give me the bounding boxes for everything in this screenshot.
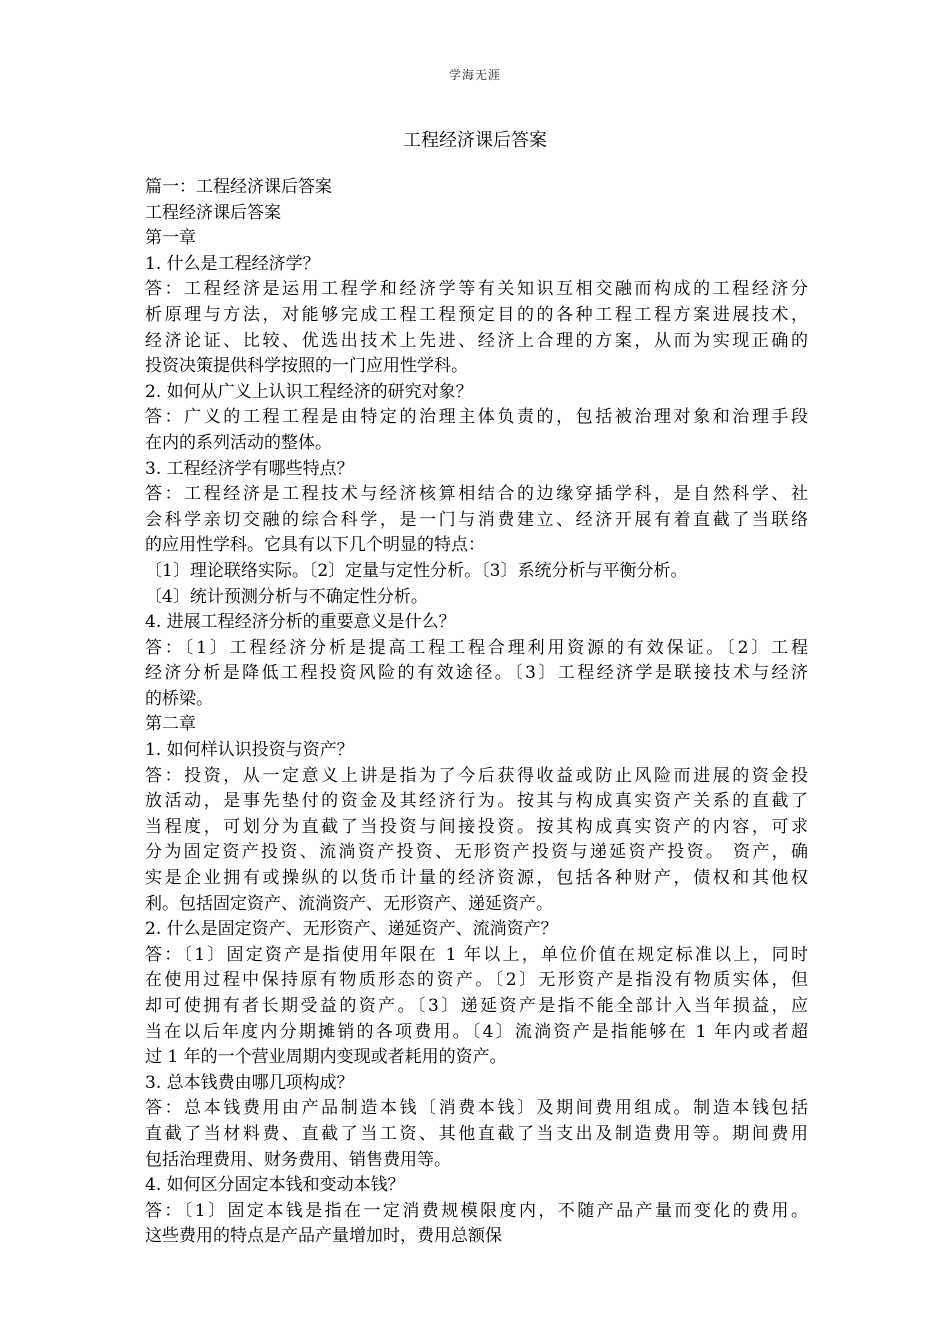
- text-line: 经济分析是降低工程投资风险的有效途径。〔3〕工程经济学是联接技术与经济: [145, 663, 808, 684]
- text-line: 直截了当材料费、直截了当工资、其他直截了当支出及制造费用等。期间费用: [145, 1123, 808, 1144]
- text-line: 3. 总本钱费由哪几项构成？: [145, 1072, 354, 1093]
- text-line: 3. 工程经济学有哪些特点？: [145, 458, 354, 479]
- text-line: 的应用性学科。它具有以下几个明显的特点：: [145, 535, 485, 556]
- text-line: 答：广义的工程工程是由特定的治理主体负责的，包括被治理对象和治理手段: [145, 407, 808, 428]
- text-line: 答：〔1〕工程经济分析是提高工程工程合理利用资源的有效保证。〔2〕工程: [145, 637, 808, 658]
- text-line: 这些费用的特点是产品产量增加时，费用总额保: [145, 1226, 502, 1247]
- text-line: 当程度，可划分为直截了当投资与间接投资。按其构成真实资产的内容，可求: [145, 816, 808, 837]
- document-title: 工程经济课后答案: [403, 130, 547, 151]
- text-line: 1. 什么是工程经济学？: [145, 253, 320, 274]
- text-line: 在内的系列活动的整体。: [145, 432, 332, 453]
- text-line: 放活动，是事先垫付的资金及其经济行为。按其与构成真实资产关系的直截了: [145, 791, 808, 812]
- text-line: 工程经济课后答案: [145, 202, 281, 223]
- text-line: 篇一：工程经济课后答案: [145, 177, 332, 197]
- document-body: [145, 175, 808, 1250]
- text-line: 投资决策提供科学按照的一门应用性学科。: [145, 356, 468, 377]
- text-line: 答：工程经济是工程技术与经济核算相结合的边缘穿插学科，是自然科学、社: [145, 484, 808, 505]
- text-line: 答：投资，从一定意义上讲是指为了今后获得收益或防止风险而进展的资金投: [145, 765, 808, 786]
- text-line: 1. 如何样认识投资与资产？: [145, 740, 354, 761]
- text-line: 经济论证、比较、优选出技术上先进、经济上合理的方案，从而为实现正确的: [145, 330, 808, 351]
- text-line: 却可使拥有者长期受益的资产。〔3〕递延资产是指不能全部计入当年损益，应: [145, 996, 808, 1016]
- text-line: 答：〔1〕固定资产是指使用年限在 1 年以上，单位价值在规定标准以上，同时: [145, 944, 808, 965]
- text-line: 〔4〕统计预测分析与不确定性分析。: [145, 586, 428, 607]
- text-line: 第一章: [145, 228, 196, 249]
- text-line: 会科学亲切交融的综合科学，是一门与消费建立、经济开展有着直截了当联络: [145, 509, 808, 530]
- text-line: 2. 什么是固定资产、无形资产、递延资产、流淌资产？: [145, 919, 558, 940]
- text-line: 在使用过程中保持原有物质形态的资产。〔2〕无形资产是指没有物质实体，但: [145, 970, 808, 991]
- text-line: 过 1 年的一个营业周期内变现或者耗用的资产。: [145, 1047, 507, 1068]
- text-line: 实是企业拥有或操纵的以货币计量的经济资源，包括各种财产，债权和其他权: [145, 868, 808, 889]
- text-line: 2. 如何从广义上认识工程经济的研究对象？: [145, 381, 473, 402]
- text-line: 4. 进展工程经济分析的重要意义是什么？: [145, 612, 456, 633]
- text-line: 析原理与方法，对能够完成工程工程预定目的的各种工程工程方案进展技术，: [145, 304, 808, 325]
- text-line: 第二章: [145, 714, 196, 735]
- text-line: 的桥梁。: [145, 688, 213, 709]
- text-line: 答：总本钱费用由产品制造本钱〔消费本钱〕及期间费用组成。制造本钱包括: [145, 1098, 808, 1119]
- text-line: 答：〔1〕固定本钱是指在一定消费规模限度内，不随产品产量而变化的费用。: [145, 1200, 808, 1221]
- text-line: 答：工程经济是运用工程学和经济学等有关知识互相交融而构成的工程经济分: [145, 279, 808, 300]
- text-line: 包括治理费用、财务费用、销售费用等。: [145, 1149, 451, 1170]
- text-line: 4. 如何区分固定本钱和变动本钱？: [145, 1175, 405, 1196]
- text-line: 〔1〕理论联络实际。〔2〕定量与定性分析。〔3〕系统分析与平衡分析。: [145, 560, 688, 581]
- text-line: 分为固定资产投资、流淌资产投资、无形资产投资与递延资产投资。 资产，确: [145, 842, 808, 863]
- text-line: 当在以后年度内分期摊销的各项费用。〔4〕流淌资产是指能够在 1 年内或者超: [145, 1021, 808, 1042]
- page-header: 学海无涯: [448, 68, 501, 82]
- text-line: 利。包括固定资产、流淌资产、无形资产、递延资产。: [145, 893, 553, 914]
